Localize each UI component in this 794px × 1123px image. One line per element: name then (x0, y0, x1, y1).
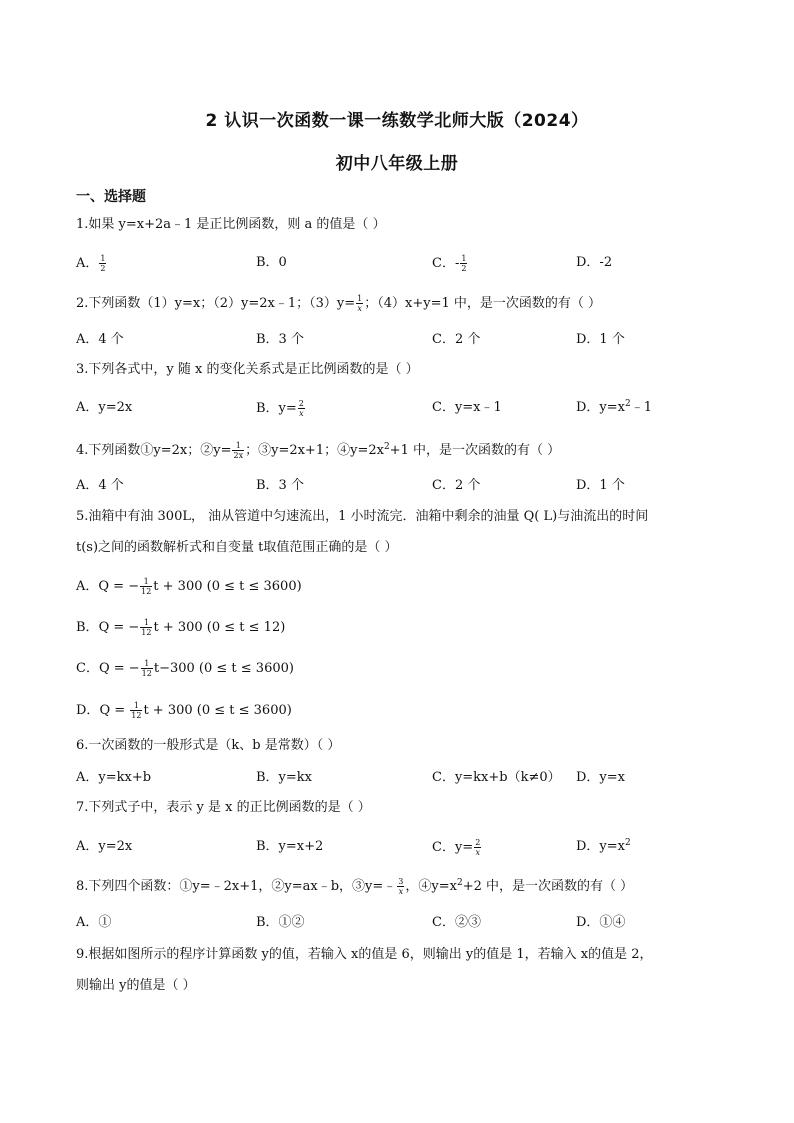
document-title: 2 认识一次函数一课一练数学北师大版（2024） (205, 111, 589, 131)
question-1-option-b: B．0 (256, 255, 287, 270)
fraction: $\frac{1}{2}$ (100, 254, 106, 273)
question-6-option-d: D．y=x (576, 770, 625, 785)
document-subtitle: 初中八年级上册 (335, 154, 459, 174)
fraction: $\frac{1}{2}$ (461, 254, 467, 273)
fraction: $\frac{1}{12}$ (141, 618, 152, 637)
question-3-stem: 3.下列各式中，y 随 x 的变化关系式是正比例函数的是（ ） (76, 362, 419, 377)
question-1-stem: 1.如果 y=x+2a﹣1 是正比例函数，则 a 的值是（ ） (76, 217, 386, 232)
question-1-option-c: C．- $\frac{1}{2}$ (432, 254, 467, 273)
question-6-option-b: B．y=kx (256, 770, 312, 785)
question-1-option-d: D．-2 (576, 255, 613, 270)
fraction: $\frac{1}{2x}$ (233, 441, 244, 460)
question-3-option-d: D．$y=x^2﹣1$ (576, 399, 653, 415)
question-8-stem: 8.下列四个函数：①y=﹣2x+1，②y=ax﹣b，③y=﹣ $\frac{3}{x}$ ，$④y=x^2+2$ 中，是一次函数的有（ ） (76, 877, 634, 896)
question-6-stem: 6.一次函数的一般形式是（k、b 是常数）（ ） (76, 738, 341, 753)
fraction: $\frac{1}{x}$ (357, 294, 363, 313)
fraction: $\frac{2}{x}$ (298, 399, 304, 418)
question-7-option-b: B．y=x+2 (256, 839, 324, 854)
question-2-option-b: B．3 个 (256, 332, 304, 347)
question-1-option-a: A． $\frac{1}{2}$ (76, 254, 106, 273)
question-8-option-a: A．① (76, 915, 112, 930)
question-5-option-c: C．Q = − $\frac{1}{12}$ t−300 (0 ≤ t ≤ 3600) (76, 659, 294, 678)
question-6-option-a: A．y=kx+b (76, 770, 152, 785)
fraction: $\frac{2}{x}$ (475, 838, 481, 857)
question-5-stem-line-1: 5.油箱中有油 300L， 油从管道中匀速流出，1 小时流完．油箱中剩余的油量 Q( L)与油流出的时间 (76, 509, 649, 524)
question-2-option-a: A．4 个 (76, 332, 124, 347)
section-heading: 一、选择题 (76, 189, 146, 205)
fraction: $\frac{1}{12}$ (141, 659, 152, 678)
question-9-stem-line-1: 9.根据如图所示的程序计算函数 y的值，若输入 x的值是 6，则输出 y的值是 1，若输入 x的值是 2， (76, 947, 653, 962)
question-2-stem: 2.下列函数（1）y=x；（2）y=2x﹣1；（3）y= $\frac{1}{x}$ ；（4）x+y=1 中，是一次函数的有（ ） (76, 294, 602, 313)
question-5-stem-line-2: t(s)之间的函数解析式和自变量 t取值范围正确的是（ ） (76, 540, 398, 555)
question-2-option-d: D．1 个 (576, 332, 625, 347)
question-3-option-a: A．y=2x (76, 400, 133, 415)
fraction: $\frac{3}{x}$ (398, 877, 404, 896)
question-3-option-b: B．y= $\frac{2}{x}$ (256, 399, 304, 418)
question-4-option-c: C．2 个 (432, 478, 481, 493)
question-5-option-d: D．Q = $\frac{1}{12}$ t + 300 (0 ≤ t ≤ 3600) (76, 701, 292, 720)
question-8-option-c: C．②③ (432, 915, 481, 930)
question-4-option-a: A．4 个 (76, 478, 124, 493)
question-5-option-a: A．Q = − $\frac{1}{12}$ t + 300 (0 ≤ t ≤ 3600) (76, 577, 302, 596)
question-8-option-d: D．①④ (576, 915, 626, 930)
question-7-option-a: A．y=2x (76, 839, 133, 854)
question-7-stem: 7.下列式子中，表示 y 是 x 的正比例函数的是（ ） (76, 800, 371, 815)
question-6-option-c: C．y=kx+b（k≠0） (432, 770, 561, 785)
question-4-option-d: D．1 个 (576, 478, 625, 493)
question-7-option-d: D．$y=x^2$ (576, 838, 631, 854)
question-4-stem: 4.下列函数①y=2x；②y= $\frac{1}{2x}$ ；③y=2x+1；$④y=2x^2+1$ 中，是一次函数的有（ ） (76, 441, 561, 460)
question-7-option-c: C．y= $\frac{2}{x}$ (432, 838, 481, 857)
question-2-option-c: C．2 个 (432, 332, 481, 347)
question-4-option-b: B．3 个 (256, 478, 304, 493)
fraction: $\frac{1}{12}$ (141, 577, 152, 596)
question-9-stem-line-2: 则输出 y的值是（ ） (76, 978, 196, 993)
question-3-option-c: C．y=x﹣1 (432, 400, 502, 415)
question-5-option-b: B．Q = − $\frac{1}{12}$ t + 300 (0 ≤ t ≤ 12) (76, 618, 286, 637)
fraction: $\frac{1}{12}$ (131, 701, 142, 720)
question-8-option-b: B．①② (256, 915, 305, 930)
